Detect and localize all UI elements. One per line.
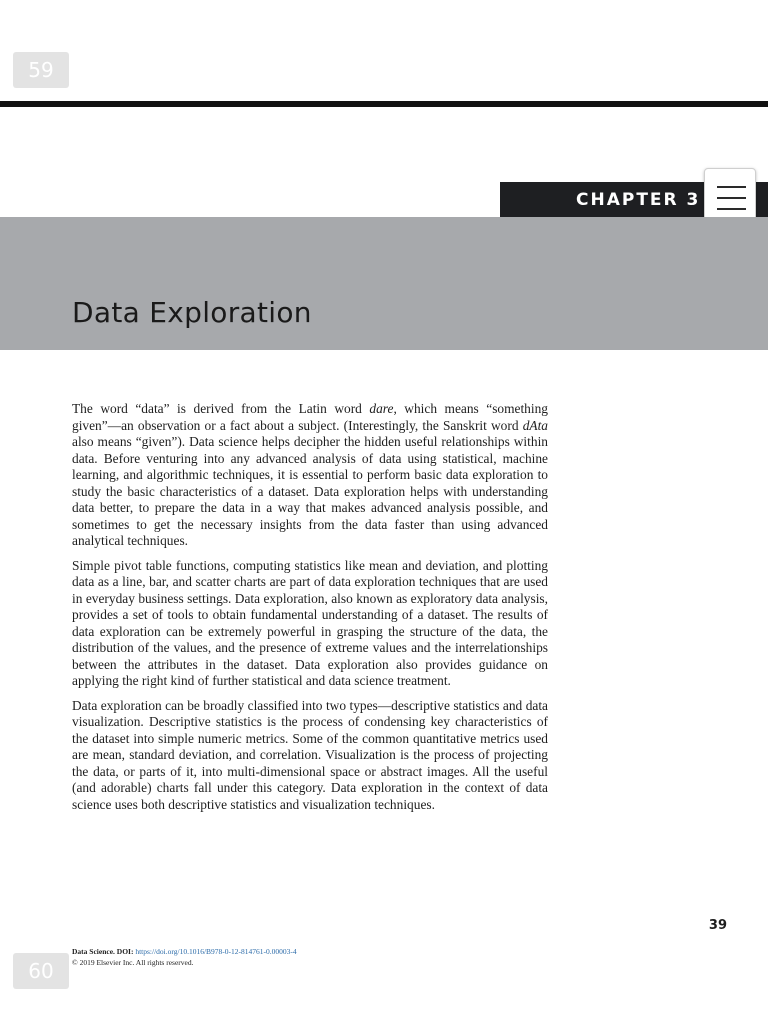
paragraph-1: The word “data” is derived from the Latin word dare, which means “something given”—an observation or a fact about a subject. (Interestingly, the Sanskrit word dAta also means “given”). Data science helps decipher the hidden useful relationships within data. Before venturing into any advanced analysis of data using statistical, machine learning, and algorithmic techniques, it is essential to perform basic data exploration to study the basic characteristics of a dataset. Data exploration helps with understanding data better, to prepare the data in a way that makes advanced analysis possible, and sometimes to get the necessary insights from the data faster than using advanced analytical techniques. [72, 401, 548, 548]
chapter-title: Data Exploration [72, 296, 312, 329]
top-rule [0, 101, 768, 107]
doi-link[interactable]: https://doi.org/10.1016/B978-0-12-814761-0.00003-4 [135, 947, 297, 956]
doi-line [72, 946, 297, 957]
previous-page-badge[interactable]: 59 [13, 52, 69, 88]
footer [72, 946, 297, 968]
next-page-badge[interactable]: 60 [13, 953, 69, 989]
paragraph-2: Simple pivot table functions, computing statistics like mean and deviation, and plotting data as a line, bar, and scatter charts are part of data exploration techniques that are used in everyday business settings. Data exploration, also known as exploratory data analysis, provides a set of tools to obtain fundamental understanding of a dataset. The results of data exploration can be extremely powerful in grasping the structure of the data, the distribution of the values, and the presence of extreme values and the interrelationships between the attributes in the dataset. Data exploration also provides guidance on applying the right kind of further statistical and data science treatment. [72, 557, 548, 688]
sanskrit-word: dAta [522, 417, 548, 433]
paragraph-3: Data exploration can be broadly classified into two types—descriptive statistics and data visualization. Descriptive statistics is the process of condensing key characteristics of the dataset into simple numeric metrics. Some of the common quantitative metrics used are mean, standard deviation, and correlation. Visualization is the process of projecting the data, or parts of it, into multi-dimensional space or abstract images. All the useful (and adorable) charts fall under this category. Data exploration in the context of data science uses both descriptive statistics and visualization techniques. [72, 697, 548, 812]
body-text [72, 401, 548, 821]
chapter-label: CHAPTER 3 [576, 190, 701, 210]
copyright-line: © 2019 Elsevier Inc. All rights reserved. [72, 958, 194, 967]
title-band [0, 217, 768, 350]
latin-word: dare [369, 401, 394, 416]
doi-label: Data Science. DOI: [72, 947, 136, 956]
page-number: 39 [708, 918, 727, 933]
